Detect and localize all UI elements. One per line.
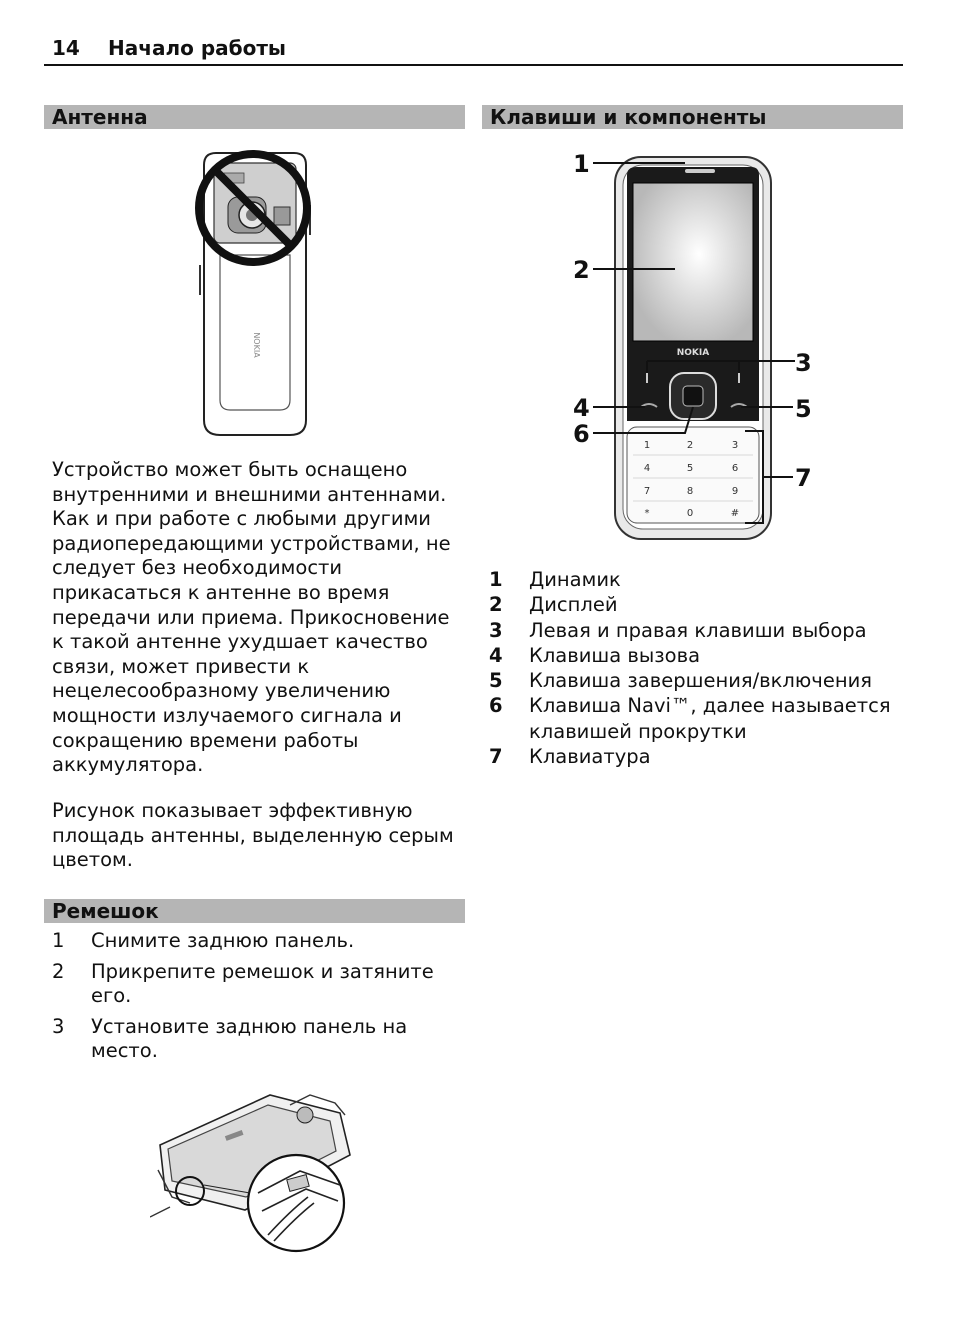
phone-front-diagram <box>565 145 820 545</box>
list-item <box>489 668 909 693</box>
part-number: 4 <box>489 643 503 667</box>
list-item <box>489 693 909 744</box>
part-label: Клавиша Navi™, далее называется клавишей прокрутки <box>529 694 891 743</box>
callout-number: 3 <box>795 349 812 377</box>
step-text: Установите заднюю панель на место. <box>91 1014 408 1063</box>
list-item <box>489 567 909 592</box>
strap-illustration <box>150 1085 355 1255</box>
antenna-phone-brand: NOKIA <box>252 332 261 358</box>
part-label: Дисплей <box>529 593 618 617</box>
keypad-key: # <box>730 508 740 519</box>
keypad-key: 9 <box>731 486 739 497</box>
keypad-key: 0 <box>686 508 694 519</box>
keypad-key: 2 <box>686 440 694 451</box>
callout-number: 6 <box>573 420 590 448</box>
strap-step <box>52 1015 442 1064</box>
callout-number: 5 <box>795 395 812 423</box>
keypad-key: 6 <box>731 463 739 474</box>
keypad-key: 7 <box>643 486 651 497</box>
antenna-paragraph-2: Рисунок показывает эффективную площадь антенны, выделенную серым цветом. <box>52 799 454 872</box>
part-label: Динамик <box>529 568 621 591</box>
list-item <box>489 592 909 617</box>
list-item <box>489 744 909 769</box>
strap-steps <box>52 929 442 1070</box>
callout-number: 1 <box>573 150 590 178</box>
callout-number: 4 <box>573 394 590 422</box>
keys-parts-list <box>489 567 909 769</box>
antenna-illustration <box>190 145 320 440</box>
part-number: 3 <box>489 618 503 642</box>
step-text: Прикрепите ремешок и затяните его. <box>91 959 434 1008</box>
keypad-key: 8 <box>686 486 694 497</box>
step-number: 1 <box>52 929 65 952</box>
keypad-key: * <box>644 508 650 519</box>
part-number: 7 <box>489 745 503 769</box>
strap-step <box>52 960 442 1009</box>
part-label: Левая и правая клавиши выбора <box>529 618 867 642</box>
part-label: Клавиатура <box>529 745 651 769</box>
callout-number: 7 <box>795 464 812 492</box>
part-number: 5 <box>489 669 503 693</box>
phone-brand: NOKIA <box>676 348 710 358</box>
strap-section-title: Ремешок <box>44 899 465 923</box>
keypad-key: 3 <box>731 440 739 451</box>
step-text: Снимите заднюю панель. <box>91 929 355 952</box>
callout-number: 2 <box>573 256 590 284</box>
strap-step <box>52 929 442 954</box>
part-label: Клавиша завершения/включения <box>529 669 872 693</box>
keys-section-title: Клавиши и компоненты <box>482 105 903 129</box>
page-header <box>44 36 903 66</box>
list-item <box>489 643 909 668</box>
step-number: 3 <box>52 1014 65 1038</box>
page-header-title: Начало работы <box>108 36 287 60</box>
list-item <box>489 618 909 643</box>
step-number: 2 <box>52 959 65 983</box>
part-number: 6 <box>489 694 503 718</box>
antenna-section-title: Антенна <box>44 105 465 129</box>
keypad-key: 1 <box>643 440 651 451</box>
keypad-key: 4 <box>643 463 651 474</box>
part-number: 2 <box>489 593 503 617</box>
page-number: 14 <box>52 36 80 60</box>
part-number: 1 <box>489 568 503 591</box>
antenna-paragraph-1: Устройство может быть оснащено внутренними и внешними антеннами. Как и при работе с любыми другими радиопередающими устройствами, не следует без необходимости прикасаться к антенне во время передачи или приема. Прикосновение к такой антенне ухудшает качество связи, может привести к нецелесообразному увеличению мощности излучаемого сигнала и сокращению времени работы аккумулятора. <box>52 458 451 777</box>
part-label: Клавиша вызова <box>529 643 701 667</box>
keypad-key: 5 <box>686 463 694 474</box>
